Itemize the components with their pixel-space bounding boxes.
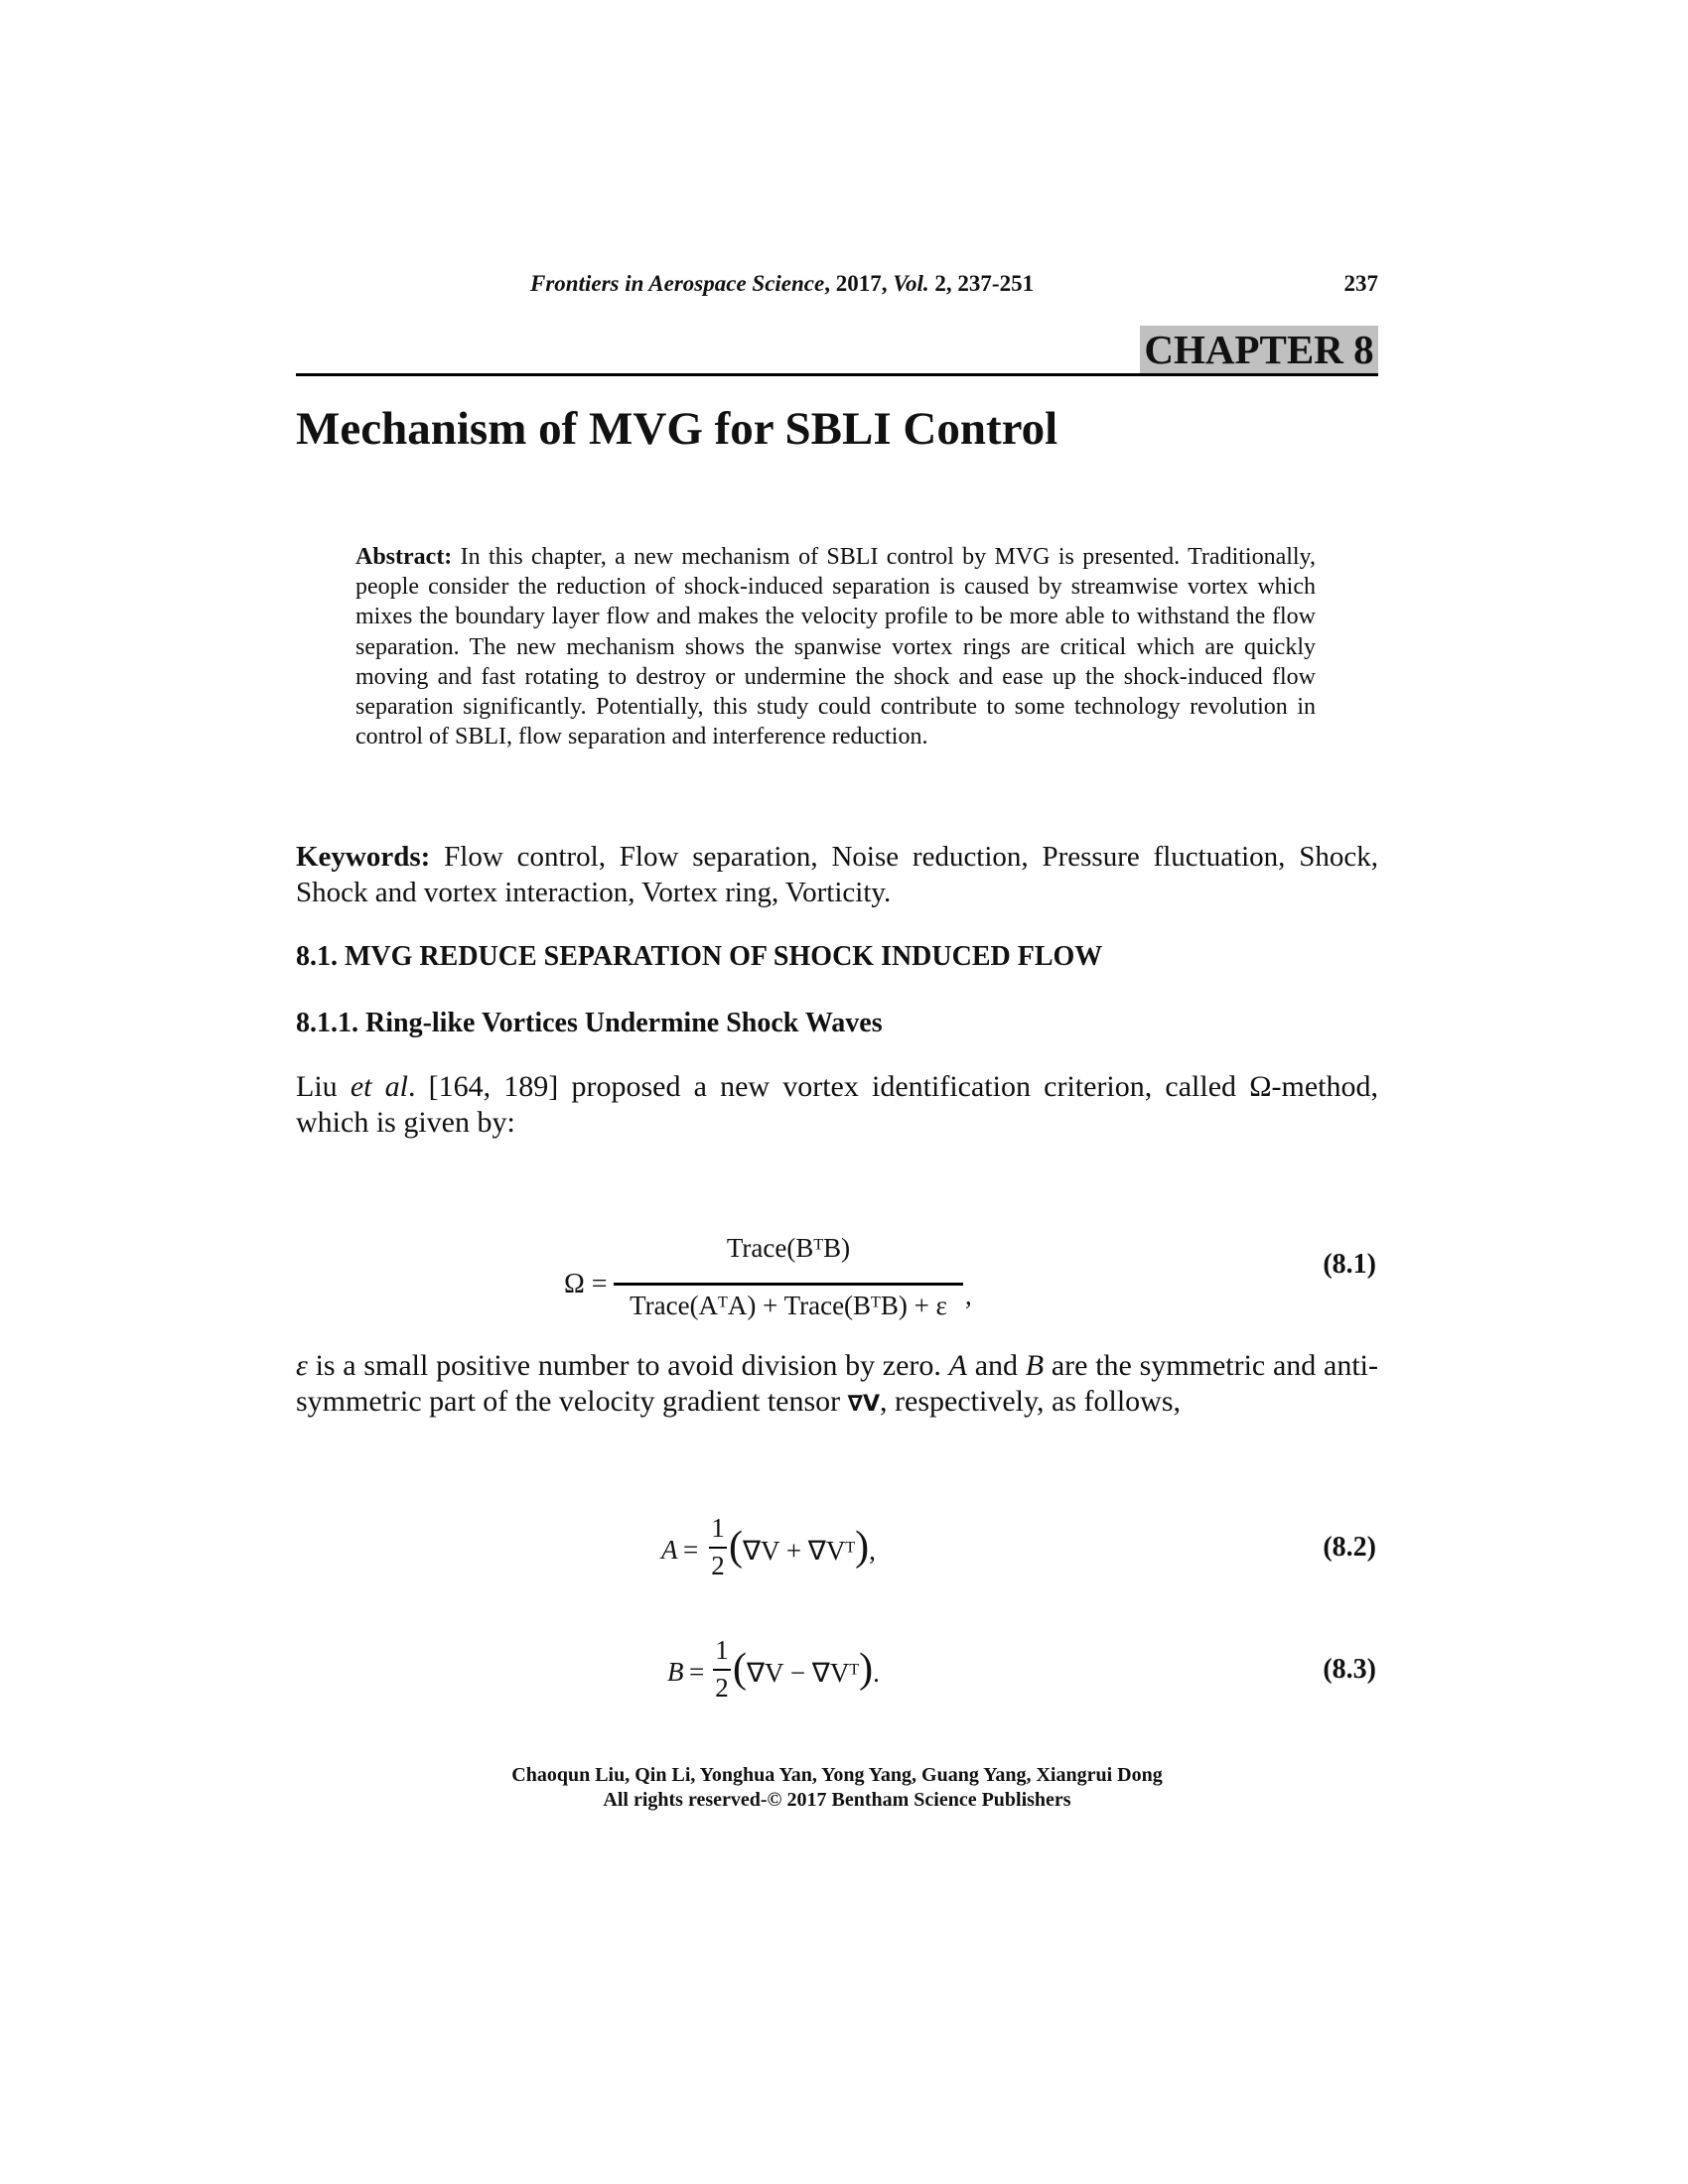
eq2-label: (8.2): [1323, 1532, 1376, 1563]
subsection-heading: 8.1.1. Ring-like Vortices Undermine Shock Waves: [296, 1008, 883, 1038]
eq2-fraction-bar: [709, 1547, 727, 1549]
epsilon-symbol: ε: [296, 1349, 308, 1382]
abstract-label: Abstract:: [355, 544, 453, 570]
symbol-b: B: [1025, 1349, 1045, 1382]
chapter-title: Mechanism of MVG for SBLI Control: [296, 403, 1058, 455]
journal-name: Frontiers in Aerospace Science: [530, 271, 825, 296]
abstract: [355, 542, 1316, 751]
eq2-lhs: A: [661, 1535, 678, 1565]
footer-authors: Chaoqun Liu, Qin Li, Yonghua Yan, Yong Yang, Guang Yang, Xiangrui Dong: [511, 1764, 1163, 1786]
eq3-fraction-bar: [713, 1669, 731, 1671]
eq3-label: (8.3): [1323, 1654, 1376, 1685]
text-run: , respectively, as follows,: [880, 1385, 1182, 1418]
eq3-numerator: 1: [715, 1635, 729, 1665]
volume-number: 2: [934, 271, 946, 296]
eq3-lhs: B: [667, 1657, 684, 1687]
eq3-trail: .: [873, 1658, 880, 1688]
gradient-symbol: ∇V: [847, 1392, 881, 1417]
eq2-denominator: 2: [711, 1551, 725, 1580]
journal-citation: Frontiers in Aerospace Science, 2017, Vol. 2, 237-251: [530, 271, 1035, 296]
eq2-numerator: 1: [711, 1513, 725, 1543]
chapter-label: CHAPTER 8: [1140, 326, 1378, 373]
page-number: 237: [1343, 271, 1378, 296]
journal-year: 2017: [835, 271, 882, 296]
eq3-denominator: 2: [715, 1673, 729, 1703]
abstract-text: In this chapter, a new mechanism of SBLI control by MVG is presented. Traditionally, people consider the reduction of shock-induced separation is caused by streamwise vortex which mixes the boundary layer flow and makes the velocity profile to be more able to withstand the flow separation. The new mechanism shows the spanwise vortex rings are critical which are quickly moving and fast rotating to destroy or undermine the shock and ease up the shock-induced flow separation significantly. Potentially, this study could contribute to some technology revolution in control of SBLI, flow separation and interference reduction.: [355, 544, 1316, 751]
paragraph-tensor-definition: [296, 1348, 1378, 1423]
eq1-label: (8.1): [1323, 1249, 1376, 1280]
symbol-a: A: [948, 1349, 967, 1382]
paragraph-rest: . [164, 189] proposed a new vortex identification criterion, called Ω-method, which is given by:: [296, 1070, 1378, 1139]
text-run: is a small positive number to avoid division by zero.: [307, 1349, 949, 1382]
keywords-text: Flow control, Flow separation, Noise reduction, Pressure fluctuation, Shock, Shock and vortex interaction, Vortex ring, Vorticity.: [296, 841, 1378, 908]
paragraph-omega-intro: [296, 1069, 1378, 1141]
eq2-body: ∇V + ∇Vᵀ: [743, 1536, 856, 1566]
text-run: and: [967, 1349, 1026, 1382]
footer-copyright: All rights reserved-© 2017 Bentham Science Publishers: [603, 1789, 1071, 1811]
volume-label: Vol.: [893, 271, 929, 296]
author-text: Liu: [296, 1070, 351, 1103]
eq1-denominator: Trace(AᵀA) + Trace(BᵀB) + ε: [630, 1291, 947, 1320]
eq1-numerator: Trace(BᵀB): [726, 1233, 851, 1263]
eq1-trailing-comma: ,: [965, 1281, 972, 1310]
page-range: 237-251: [957, 271, 1035, 296]
eq3-equals: =: [689, 1657, 705, 1687]
section-heading: 8.1. MVG REDUCE SEPARATION OF SHOCK INDUCED FLOW: [296, 941, 1103, 972]
eq1-fraction-bar: [614, 1283, 963, 1286]
eq2-parenthesized-body: (∇V + ∇Vᵀ),: [729, 1524, 876, 1570]
eq2-trail: ,: [869, 1536, 876, 1566]
eq1-lhs: Ω =: [564, 1269, 608, 1299]
keywords-label: Keywords:: [296, 841, 431, 873]
eq3-parenthesized-body: (∇V − ∇Vᵀ).: [733, 1646, 880, 1692]
eq3-body: ∇V − ∇Vᵀ: [747, 1658, 860, 1688]
eq2-equals: =: [683, 1535, 699, 1565]
et-al: et al: [350, 1070, 408, 1103]
header-rule: [296, 373, 1378, 376]
text-run: are the symmetric and anti-symmetric part of the velocity gradient tensor: [296, 1349, 1378, 1418]
keywords: [296, 839, 1378, 910]
